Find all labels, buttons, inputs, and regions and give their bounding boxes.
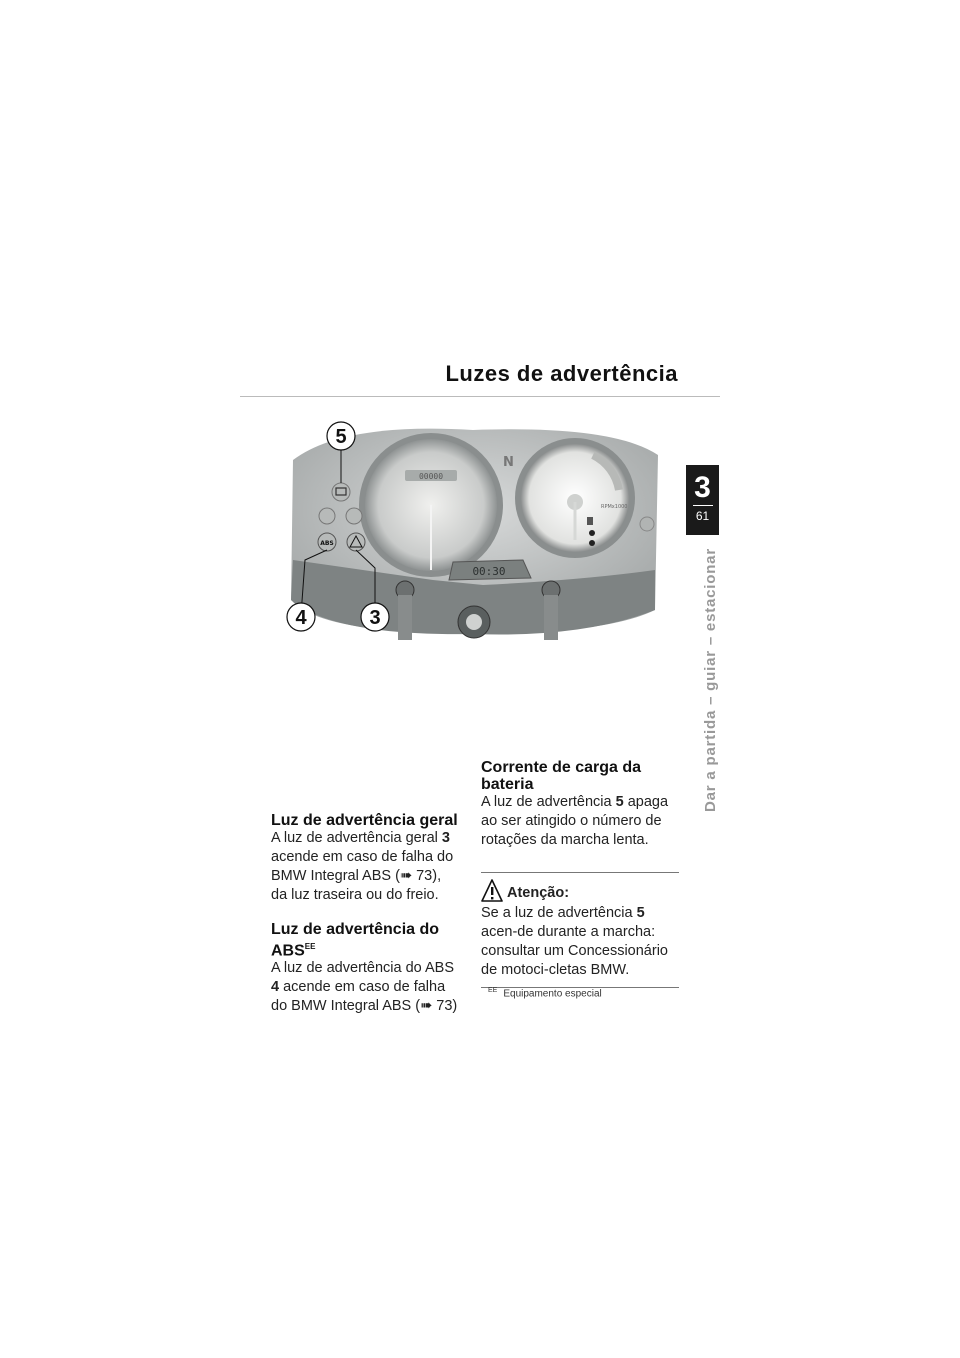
warning-exclamation-icon	[481, 879, 503, 903]
footnote-mark: EE	[488, 987, 498, 994]
left-column	[271, 812, 461, 1016]
page-ref-arrow-icon: ➠	[399, 868, 413, 884]
footnote	[488, 987, 602, 999]
warning-text: Se a luz de advertência 5 acen-de durante a marcha: consultar um Concessionário de motoci-cletas BMW.	[481, 905, 668, 978]
warning-label: Atenção:	[507, 885, 570, 901]
section-text-battery: A luz de advertência 5 apaga ao ser atingido o número de rotações da marcha lenta.	[481, 794, 669, 848]
section-text-abs: A luz de advertência do ABS 4 acende em caso de falha do BMW Integral ABS (➠ 73)	[271, 960, 458, 1015]
odometer-readout: 00000	[418, 472, 444, 481]
instrument-cluster-photo	[283, 410, 663, 640]
abs-indicator-label: ABS	[320, 540, 334, 547]
section-heading-abs: Luz de advertência do $ABS^{EE}$	[271, 921, 440, 960]
chapter-tab	[686, 465, 719, 535]
callout-4: 4	[295, 607, 307, 629]
chapter-side-title: Dar a partida – guiar – estacionar	[702, 548, 719, 812]
callout-5: 5	[335, 426, 347, 448]
chapter-number: 3	[694, 471, 711, 504]
title-rule	[240, 396, 720, 397]
page-number: 61	[695, 509, 710, 523]
page-title: Luzes de advertência	[445, 361, 678, 386]
right-column	[481, 759, 679, 988]
svg-text:N: N	[503, 455, 514, 470]
section-heading-battery: Corrente de carga da bateria	[481, 759, 642, 793]
section-text-general: A luz de advertência geral 3 acende em caso de falha do BMW Integral ABS (➠ 73), da luz traseira ou do freio.	[271, 830, 454, 903]
callout-3: 3	[369, 607, 381, 629]
warning-heading	[481, 879, 679, 903]
warning-box	[481, 872, 679, 988]
page-ref-arrow-icon: ➠	[420, 998, 433, 1015]
clock-display: 00:30	[472, 565, 506, 578]
section-heading-general: Luz de advertência geral	[271, 812, 458, 829]
rpm-label: RPMx1000	[601, 504, 628, 510]
footnote-text: Equipamento especial	[503, 988, 602, 1000]
